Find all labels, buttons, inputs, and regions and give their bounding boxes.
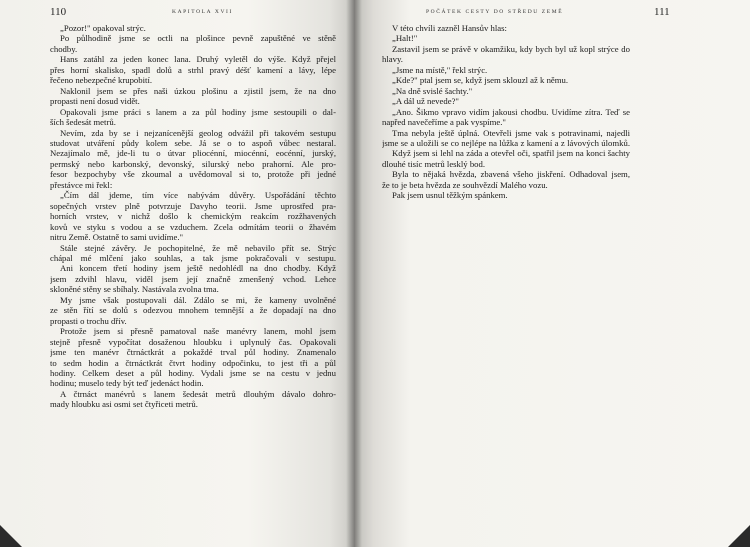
left-page-text xyxy=(50,23,336,410)
left-text-line: hodinu; muselo tedy být teď jedenáct hodin. xyxy=(50,378,204,389)
left-text-line: chodby. xyxy=(50,43,78,54)
left-text-line: ších šedesát metrů. xyxy=(50,117,116,128)
left-text-line: mady hloubku asi osmi set čtyřiceti metrů. xyxy=(50,399,198,410)
left-text-line: sopečných vrstev plně potvrzuje Davyho teorii. Jsme uprostřed pra- xyxy=(50,200,336,211)
right-text-line: jsme se a uložili se co nejlépe na lůžka z kamení a z lávových úlomků. xyxy=(382,137,630,148)
left-text-line: přes horní skalisko, spadl dolů a strhl pravý déšť kamení a lávy, lépe xyxy=(50,64,336,75)
left-text-line: Opakovali jsme práci s lanem a za půl hodiny jsme sestoupili o dal- xyxy=(60,106,336,117)
left-text-line: nitru Země. Ostatně to sami uvidíme." xyxy=(50,232,184,243)
scan-corner-left xyxy=(0,525,22,547)
left-running-head: KAPITOLA XVII xyxy=(172,9,233,15)
left-text-line: hodiny. Celkem deset a půl hodiny. Vydali jsme se na cestu v jednu xyxy=(50,367,336,378)
left-page xyxy=(0,0,354,547)
left-text-line: Ani koncem třetí hodiny jsem ještě nedohlédl na dno chodby. Když xyxy=(60,263,336,274)
left-text-line: to sedm hodin a čtrnáctkrát čtvrt hodiny odpočinku, to jest tři a půl xyxy=(50,357,336,368)
left-text-line: studovat utváření půdy kolem sebe. Já se o to aspoň vůbec nestaral. xyxy=(50,137,336,148)
left-text-line: propasti není dosud vidět. xyxy=(50,96,140,107)
left-text-line: jsem zdvihl hlavu, viděl jsem její značně zmenšený vchod. Lehce xyxy=(50,273,336,284)
right-page-text xyxy=(382,23,630,201)
right-text-line: že to je beta hvězda ze souhvězdí Malého vozu. xyxy=(382,179,548,190)
left-text-line: ze stěn řítí se dolů s odezvou mnohem temnější a že dopadají na dno xyxy=(50,305,336,316)
left-text-line: přestávce mi řekl: xyxy=(50,179,113,190)
book-gutter-shadow xyxy=(346,0,362,547)
right-text-line: napřed navečeříme a pak vyspíme." xyxy=(382,117,506,128)
right-text-line: Zastavil jsem se právě v okamžiku, kdy bych byl už kopl strýce do xyxy=(392,43,630,54)
left-text-line: kovů ve styku s vodou a se vzduchem. Zcela odmítám teorii o žhavém xyxy=(50,221,336,232)
right-text-line: hlavy. xyxy=(382,54,403,65)
left-text-line: „Pozor!" opakoval strýc. xyxy=(60,23,146,33)
right-text-line: Byla to nějaká hvězda, zbavená všeho jiskření. Odhadoval jsem, xyxy=(392,169,630,180)
left-text-line: Hans zatáhl za jeden konec lana. Druhý vyletěl do výše. Když přejel xyxy=(60,54,336,65)
left-text-line: Naklonil jsem se přes naši úzkou plošinu a zjistil jsem, že na dno xyxy=(60,85,336,96)
left-page-header xyxy=(0,6,354,20)
right-text-line: dlouhé tisíc metrů lesklý bod. xyxy=(382,158,486,169)
right-text-line: V této chvíli zazněl Hansův hlas: xyxy=(392,23,507,33)
left-text-line: permský nebo karbonský, devonský, silurský nebo prahorní. Ale pro- xyxy=(50,158,336,169)
right-text-line: Když jsem si lehl na záda a otevřel oči, spatřil jsem na konci šachty xyxy=(392,148,630,159)
left-text-line: fesor bezpochyby vše zkoumal a uvědomoval si to, protože při jedné xyxy=(50,169,336,180)
left-text-line: Po půlhodině jsme se octli na plošince pevně zapuštěné ve stěně xyxy=(60,33,336,44)
left-text-line: horních vrstev, v nichž došlo k chemickým reakcím rozžhavených xyxy=(50,211,336,222)
right-text-line: „Jsme na místě," řekl strýc. xyxy=(392,64,488,75)
left-text-line: Protože jsem si přesně pamatoval naše manévry lanem, mohl jsem xyxy=(60,326,336,337)
left-text-line: stejně přesně vypočítat dosaženou hloubku i uplynulý čas. Opakovali xyxy=(50,336,336,347)
right-page-header xyxy=(354,6,750,20)
left-text-line: „Čím dál jdeme, tím více nabývám důvěry. Uspořádání těchto xyxy=(60,190,336,201)
left-text-line: skloněné stěny se sbíhaly. Nastávala zvolna tma. xyxy=(50,284,219,295)
right-text-line: „Ano. Šikmo vpravo vidím jakousi chodbu. Uvidíme zítra. Teď se xyxy=(392,106,630,117)
right-text-line: „Na dně svislé šachty." xyxy=(392,85,473,96)
left-text-line: řečeno nebezpečné krupobití. xyxy=(50,75,153,86)
left-text-line: chápal mé mlčení jako souhlas, a tak jsme pokračovali v sestupu. xyxy=(50,252,336,263)
right-page-number: 111 xyxy=(654,6,670,18)
right-text-line: „Halt!" xyxy=(392,33,418,44)
left-text-line: Nezajímalo mě, jde-li tu o útvar pliocénní, miocénní, eocénní, jurský, xyxy=(50,148,336,159)
left-text-line: A čtrnáct manévrů s lanem šedesát metrů dlouhým dávalo dohro- xyxy=(60,388,336,399)
right-text-line: Pak jsem usnul těžkým spánkem. xyxy=(392,190,508,201)
left-text-line: jsme ten manévr čtrnáctkrát a pokaždé trval půl hodiny. Znamenalo xyxy=(50,347,336,358)
left-text-line: Nevím, zda by se i nejzanícenější geolog odvážil při takovém sestupu xyxy=(60,127,336,138)
right-text-line: „A dál už nevede?" xyxy=(392,96,459,107)
scan-corner-right xyxy=(728,525,750,547)
right-text-line: „Kde?" ptal jsem se, když jsem sklouzl až k němu. xyxy=(392,75,569,86)
right-running-head: POČÁTEK CESTY DO STŘEDU ZEMĚ xyxy=(426,9,564,15)
left-text-line: My jsme však postupovali dál. Zdálo se mi, že kameny uvolněné xyxy=(60,294,336,305)
left-text-line: Stále stejné závěry. Je pochopitelné, že mě nebavilo přít se. Strýc xyxy=(60,242,336,253)
right-text-line: Tma nebyla ještě úplná. Otevřeli jsme vak s potravinami, najedli xyxy=(392,127,630,138)
left-text-line: propasti o trochu dřív. xyxy=(50,315,127,326)
right-page xyxy=(354,0,750,547)
left-page-number: 110 xyxy=(50,6,67,18)
